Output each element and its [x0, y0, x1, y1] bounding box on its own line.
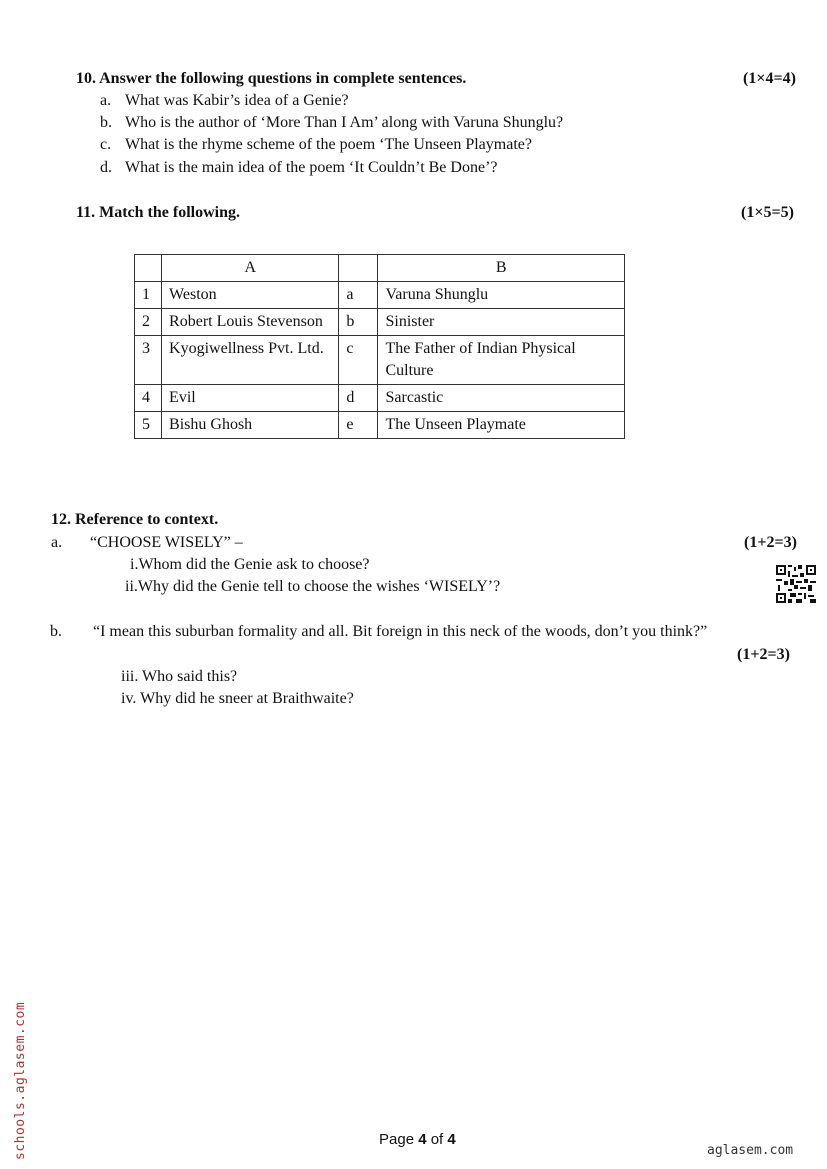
table-row — [135, 309, 625, 336]
side-watermark: schools.aglasem.com — [13, 1001, 28, 1160]
header-blank — [135, 255, 162, 282]
q12b-letter: b. — [50, 623, 62, 640]
table-row — [135, 385, 625, 412]
column-b-cell: Varuna Shunglu — [378, 282, 625, 309]
row-letter: b — [339, 309, 378, 336]
column-a-cell: Evil — [162, 385, 339, 412]
column-b-cell: Sinister — [378, 309, 625, 336]
row-number: 5 — [135, 412, 162, 439]
table-row — [135, 412, 625, 439]
q10-item-letter: a. — [100, 92, 112, 109]
q12-heading: 12. Reference to context. — [51, 511, 219, 528]
q12a-sub-i: i.Whom did the Genie ask to choose? — [130, 556, 370, 573]
q10-item-text: Who is the author of ‘More Than I Am’ along with Varuna Shunglu? — [125, 114, 564, 131]
q12b-quote: “I mean this suburban formality and all. Bit foreign in this neck of the woods, don’t you think?” — [93, 623, 708, 640]
q12a-letter: a. — [51, 534, 63, 551]
q12a-sub-ii: ii.Why did the Genie tell to choose the wishes ‘WISELY’? — [125, 578, 501, 595]
q12b-sub-iii: iii. Who said this? — [121, 668, 238, 685]
row-number: 1 — [135, 282, 162, 309]
q10-item-a — [100, 92, 349, 110]
q12b-sub-iv: iv. Why did he sneer at Braithwaite? — [121, 690, 354, 707]
q10-item-text: What was Kabir’s idea of a Genie? — [125, 92, 349, 109]
table-header-row — [135, 255, 625, 282]
row-letter: a — [339, 282, 378, 309]
row-number: 2 — [135, 309, 162, 336]
row-letter: d — [339, 385, 378, 412]
page-prefix: Page — [379, 1131, 419, 1148]
q10-item-b — [100, 114, 563, 132]
page-total: 4 — [447, 1131, 456, 1148]
column-a-cell: Kyogiwellness Pvt. Ltd. — [162, 336, 339, 385]
column-b-cell: The Unseen Playmate — [378, 412, 625, 439]
header-blank — [339, 255, 378, 282]
q10-item-d — [100, 159, 498, 177]
q10-item-letter: b. — [100, 114, 112, 131]
page-number — [379, 1131, 456, 1148]
q11-marks: (1×5=5) — [741, 204, 794, 221]
column-a-cell: Weston — [162, 282, 339, 309]
corner-watermark: aglasem.com — [707, 1143, 794, 1158]
q10-item-c — [100, 136, 532, 154]
q11-heading: 11. Match the following. — [76, 204, 240, 221]
page-of: of — [426, 1131, 448, 1148]
q10-heading: 10. Answer the following questions in complete sentences. — [76, 70, 467, 87]
q10-item-text: What is the main idea of the poem ‘It Couldn’t Be Done’? — [125, 159, 498, 176]
row-number: 4 — [135, 385, 162, 412]
row-letter: c — [339, 336, 378, 385]
table-row — [135, 336, 625, 385]
match-table — [134, 254, 625, 439]
q10-item-letter: d. — [100, 159, 112, 176]
q12a-marks: (1+2=3) — [744, 534, 797, 551]
column-a-cell: Robert Louis Stevenson — [162, 309, 339, 336]
row-number: 3 — [135, 336, 162, 385]
qr-code-icon — [776, 565, 816, 603]
row-letter: e — [339, 412, 378, 439]
q10-item-letter: c. — [100, 136, 112, 153]
table-row — [135, 282, 625, 309]
q10-item-text: What is the rhyme scheme of the poem ‘The Unseen Playmate? — [125, 136, 532, 153]
column-b-cell: Sarcastic — [378, 385, 625, 412]
q12b-marks: (1+2=3) — [737, 646, 790, 663]
column-a-header: A — [162, 255, 339, 282]
page-current: 4 — [418, 1131, 427, 1148]
column-a-cell: Bishu Ghosh — [162, 412, 339, 439]
column-b-cell: The Father of Indian Physical Culture — [378, 336, 625, 385]
q12a-quote: “CHOOSE WISELY” – — [90, 534, 243, 551]
q10-marks: (1×4=4) — [743, 70, 796, 87]
column-b-header: B — [378, 255, 625, 282]
